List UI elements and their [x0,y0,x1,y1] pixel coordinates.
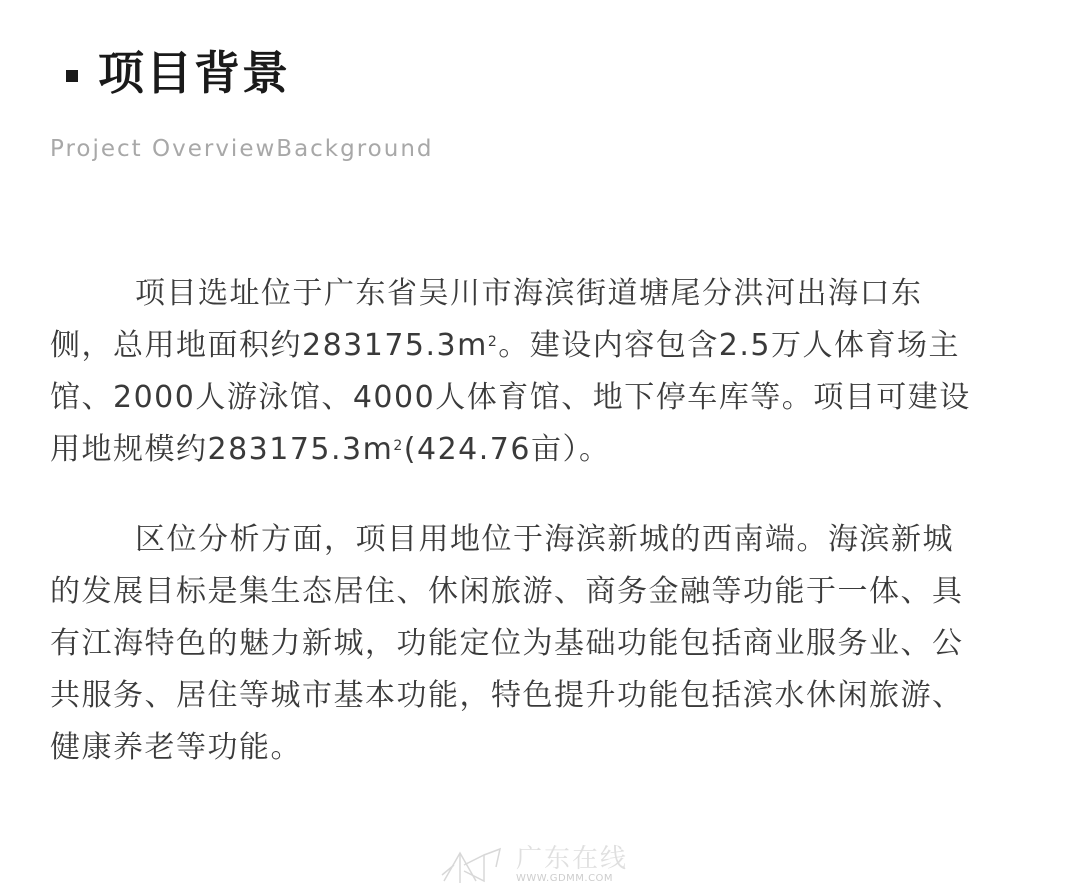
text-line [50,320,1020,372]
page-subtitle: Project OverviewBackground [50,136,434,162]
text-segment: (424.76亩）。 [403,432,611,467]
gdmm-logo-icon [440,845,510,885]
text-line [50,424,1020,476]
article-body [50,268,1020,812]
text-segment: 用地规模约283175.3m [50,432,394,467]
watermark-text [516,845,628,885]
text-segment: 侧，总用地面积约283175.3m [50,328,488,363]
superscript: 2 [487,334,499,350]
text-line: 健康养老等功能。 [50,730,302,765]
paragraph-location-analysis [50,514,1020,774]
superscript: 2 [393,438,404,454]
paragraph-project-site [50,268,1020,476]
watermark-url: WWW.GDMM.COM [516,873,614,884]
title-row [66,42,290,104]
text-line: 的发展目标是集生态居住、休闲旅游、商务金融等功能于一体、具 [50,574,964,609]
text-segment: 。建设内容包含2.5万人体育场主 [498,328,961,363]
watermark [440,842,650,888]
text-line: 馆、2000人游泳馆、4000人体育馆、地下停车库等。项目可建设 [50,380,971,415]
text-line: 有江海特色的魅力新城，功能定位为基础功能包括商业服务业、公 [50,626,964,661]
text-line: 区位分析方面，项目用地位于海滨新城的西南端。海滨新城 [135,522,954,557]
page-title: 项目背景 [98,46,290,100]
square-bullet-icon [66,70,78,82]
text-line: 项目选址位于广东省吴川市海滨街道塘尾分洪河出海口东 [135,276,923,311]
watermark-name: 广东在线 [516,844,629,874]
text-line: 共服务、居住等城市基本功能，特色提升功能包括滨水休闲旅游、 [50,678,964,713]
